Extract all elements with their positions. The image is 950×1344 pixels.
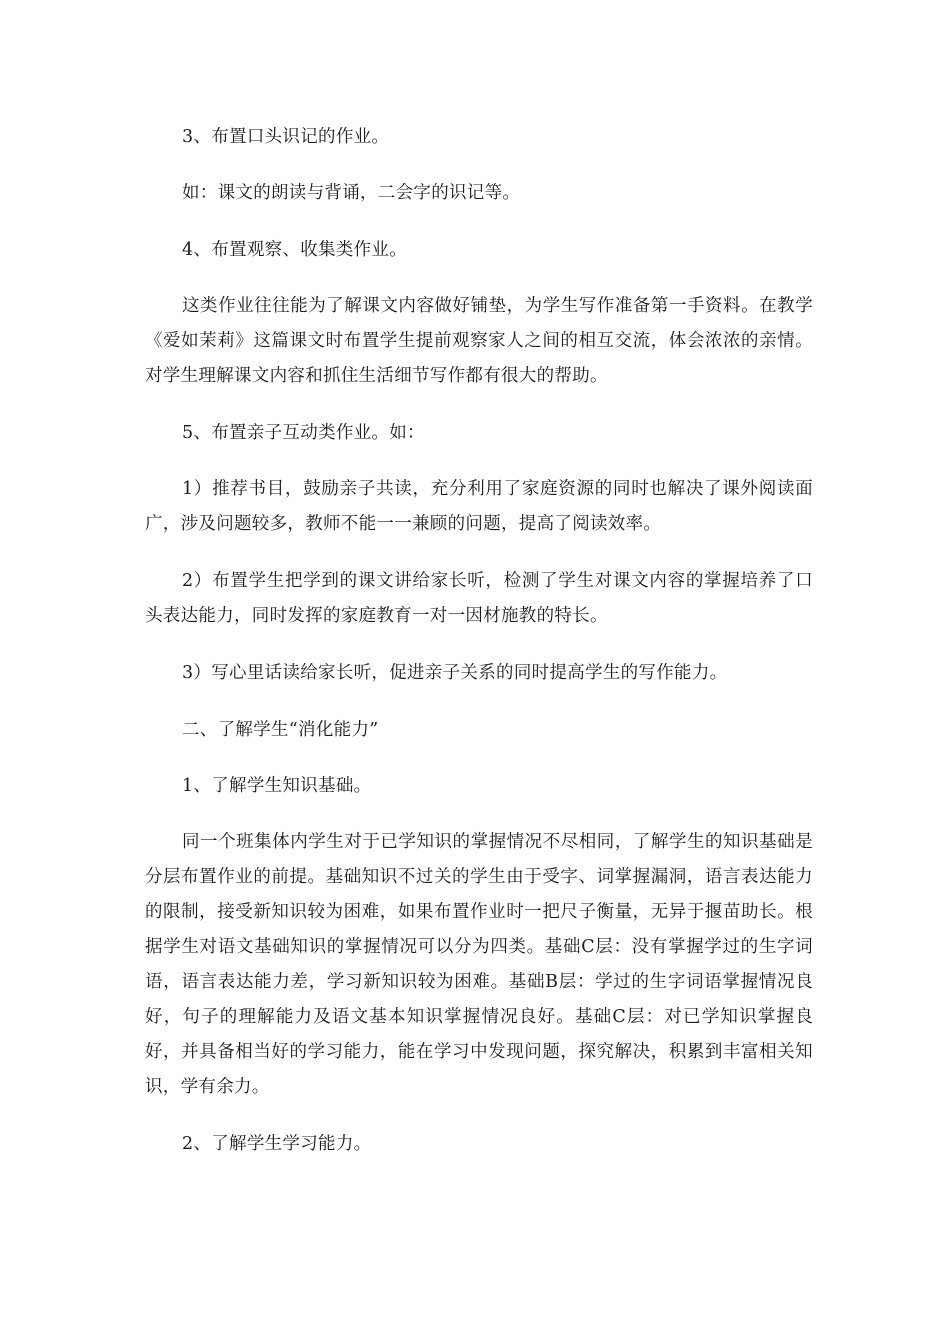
paragraph-item-heart-words: 3）写心里话读给家长听，促进亲子关系的同时提高学生的写作能力。 xyxy=(182,663,728,683)
paragraph-knowledge-base-detail: 同一个班集体内学生对于已学知识的掌握情况不尽相同，了解学生的知识基础是分层布置作业的前提。基础知识不过关的学生由于受字、词掌握漏洞，语言表达能力的限制，接受新知识较为困难，如果布置作业时一把尺子衡量，无异于揠苗助长。根据学生对语文基础知识的掌握情况可以分为四类。基础C层：没有掌握学过的生字词语，语言表达能力差，学习新知识较为困难。基础B层：学过的生字词语掌握情况良好，句子的理解能力及语文基本知识掌握情况良好。基础C层：对已学知识掌握良好，并具备相当好的学习能力，能在学习中发现问题，探究解决，积累到丰富相关知识，学有余力。 xyxy=(145,832,813,1097)
paragraph-heading-observation: 4、布置观察、收集类作业。 xyxy=(182,240,408,260)
paragraph-item-retell-lesson: 2）布置学生把学到的课文讲给家长听，检测了学生对课文内容的掌握培养了口头表达能力，同时发挥的家庭教育一对一因材施教的特长。 xyxy=(145,571,813,626)
paragraph-heading-knowledge-base: 1、了解学生知识基础。 xyxy=(182,776,372,796)
paragraph-heading-learning-ability: 2、了解学生学习能力。 xyxy=(182,1134,372,1154)
paragraph-example-reading: 如：课文的朗读与背诵，二会字的识记等。 xyxy=(182,183,521,203)
paragraph-observation-detail: 这类作业往往能为了解课文内容做好铺垫，为学生写作准备第一手资料。在教学《爱如茉莉》这篇课文时布置学生提前观察家人之间的相互交流，体会浓浓的亲情。对学生理解课文内容和抓住生活细节写作都有很大的帮助。 xyxy=(145,296,813,386)
paragraph-heading-parent-child: 5、布置亲子互动类作业。如： xyxy=(182,423,425,443)
paragraph-heading-oral-memorization: 3、布置口头识记的作业。 xyxy=(182,127,390,147)
document-body xyxy=(145,120,813,1183)
paragraph-item-reading-list: 1）推荐书目，鼓励亲子共读，充分利用了家庭资源的同时也解决了课外阅读面广，涉及问题较多，教师不能一一兼顾的问题，提高了阅读效率。 xyxy=(145,479,813,534)
section-heading-digestion: 二、了解学生“消化能力” xyxy=(182,720,379,740)
